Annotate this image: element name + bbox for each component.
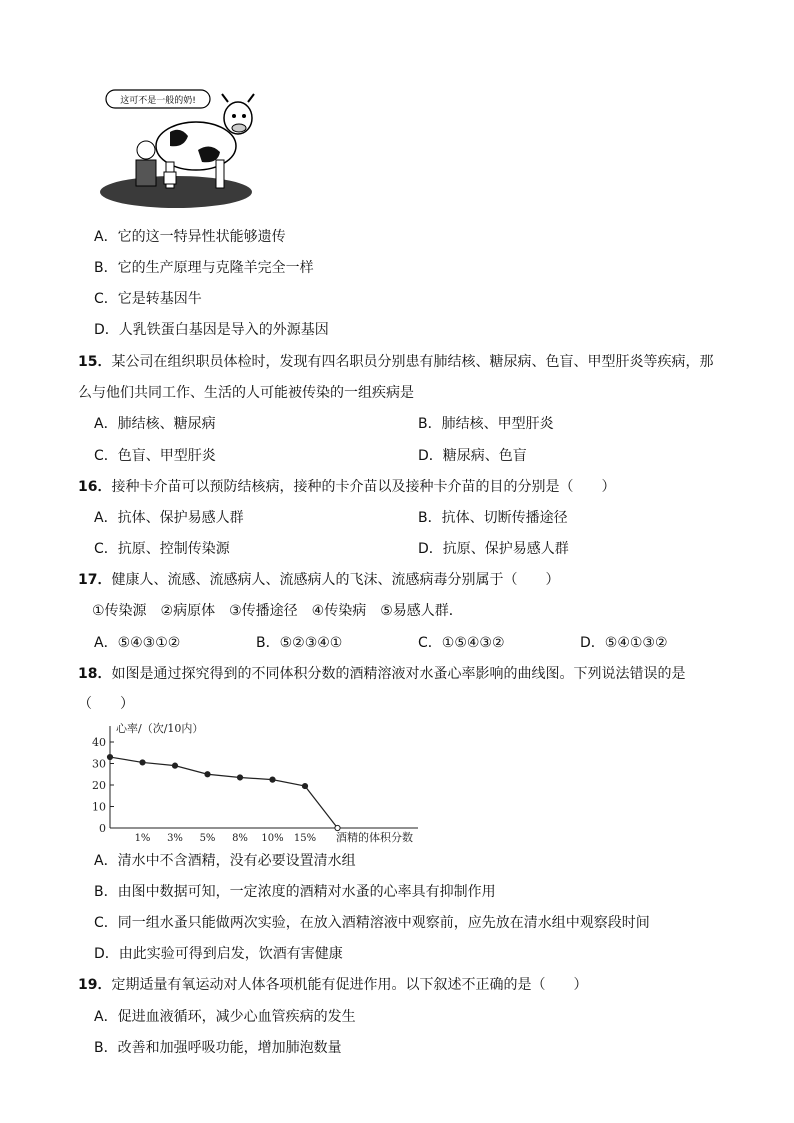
q15-stem-line1 bbox=[78, 353, 713, 371]
q19-option-a: A．促进血液循环，减少心血管疾病的发生 bbox=[94, 1009, 356, 1025]
q19-number: 19． bbox=[78, 977, 112, 993]
q18-stem-line2: （ ） bbox=[78, 696, 134, 712]
q18-option-c: C．同一组水蚤只能做两次实验，在放入酒精溶液中观察前，应先放在清水组中观察段时间 bbox=[94, 915, 650, 931]
y-tick-label: 30 bbox=[92, 757, 106, 771]
q17-stem-text: 健康人、流感、流感病人、流感病人的飞沫、流感病毒分别属于（ ） bbox=[111, 572, 560, 588]
q16-stem-text: 接种卡介苗可以预防结核病，接种的卡介苗以及接种卡介苗的目的分别是（ ） bbox=[111, 479, 616, 495]
q16-option-c: C．抗原、控制传染源 bbox=[94, 541, 230, 557]
data-point bbox=[302, 783, 307, 788]
x-tick-label: 3% bbox=[167, 833, 183, 844]
data-point bbox=[140, 760, 145, 765]
q15-option-c: C．色盲、甲型肝炎 bbox=[94, 448, 216, 464]
q16-option-a: A．抗体、保护易感人群 bbox=[94, 510, 244, 526]
data-point bbox=[172, 763, 177, 768]
y-tick-label: 0 bbox=[99, 822, 106, 835]
q17-number: 17． bbox=[78, 572, 112, 588]
y-axis-label: 心率/（次/10内） bbox=[116, 722, 204, 735]
q17-option-a: A．⑤④③①② bbox=[94, 635, 181, 651]
data-point bbox=[205, 772, 210, 777]
q15-stem-line2: 么与他们共同工作、生活的人可能被传染的一组疾病是 bbox=[78, 385, 414, 401]
data-point bbox=[270, 777, 275, 782]
q15-stem-text: 某公司在组织职员体检时，发现有四名职员分别患有肺结核、糖尿病、色盲、甲型肝炎等疾病，那 bbox=[111, 354, 714, 370]
q16-stem bbox=[78, 478, 615, 496]
y-tick-label: 20 bbox=[92, 779, 106, 792]
q17-stem bbox=[78, 571, 559, 589]
q18-number: 18． bbox=[78, 666, 112, 682]
y-tick-label: 10 bbox=[92, 800, 106, 814]
q18-option-d: D．由此实验可得到启发，饮酒有害健康 bbox=[94, 946, 343, 962]
q14-option-a: A．它的这一特异性状能够遗传 bbox=[94, 229, 286, 245]
q17-option-c: C．①⑤④③② bbox=[418, 635, 505, 651]
speech-bubble-text: 这可不是一般的奶! bbox=[120, 96, 196, 106]
q15-option-b: B．肺结核、甲型肝炎 bbox=[418, 416, 554, 432]
x-tick-label: 15% bbox=[293, 833, 317, 844]
q16-option-d: D．抗原、保护易感人群 bbox=[418, 541, 569, 557]
q18-stem-text: 如图是通过探究得到的不同体积分数的酒精溶液对水蚤心率影响的曲线图。下列说法错误的是 bbox=[111, 666, 686, 682]
q15-number: 15． bbox=[78, 354, 112, 370]
x-axis-label: 酒精的体积分数 bbox=[336, 831, 413, 844]
x-tick-label: 10% bbox=[261, 833, 284, 844]
q18-stem-line1 bbox=[78, 665, 685, 683]
x-tick-label: 1% bbox=[134, 833, 151, 844]
q14-option-d: D．人乳铁蛋白基因是导入的外源基因 bbox=[94, 322, 329, 338]
data-point bbox=[335, 825, 340, 830]
cow-cartoon-image bbox=[98, 84, 258, 210]
q16-option-b: B．抗体、切断传播途径 bbox=[418, 510, 568, 526]
data-point bbox=[237, 775, 242, 780]
q14-option-c: C．它是转基因牛 bbox=[94, 291, 202, 307]
q18-option-a: A．清水中不含酒精，没有必要设置清水组 bbox=[94, 853, 356, 869]
data-point bbox=[107, 754, 112, 759]
q19-stem bbox=[78, 976, 587, 994]
q16-number: 16． bbox=[78, 479, 112, 495]
q17-option-b: B．⑤②③④① bbox=[256, 635, 343, 651]
q17-option-d: D．⑤④①③② bbox=[580, 635, 668, 651]
series-line bbox=[110, 757, 338, 828]
x-tick-label: 8% bbox=[232, 833, 248, 844]
heart-rate-line-chart bbox=[84, 716, 444, 848]
q14-option-b: B．它的生产原理与克隆羊完全一样 bbox=[94, 260, 314, 276]
q17-items: ①传染源 ②病原体 ③传播途径 ④传染病 ⑤易感人群． bbox=[92, 603, 463, 619]
x-tick-label: 5% bbox=[199, 833, 216, 844]
q19-option-b: B．改善和加强呼吸功能，增加肺泡数量 bbox=[94, 1040, 342, 1056]
q18-option-b: B．由图中数据可知，一定浓度的酒精对水蚤的心率具有抑制作用 bbox=[94, 884, 496, 900]
q19-stem-text: 定期适量有氧运动对人体各项机能有促进作用。以下叙述不正确的是（ ） bbox=[111, 977, 588, 993]
y-tick-label: 40 bbox=[92, 736, 106, 749]
q15-option-a: A．肺结核、糖尿病 bbox=[94, 416, 216, 432]
q15-option-d: D．糖尿病、色盲 bbox=[418, 448, 527, 464]
